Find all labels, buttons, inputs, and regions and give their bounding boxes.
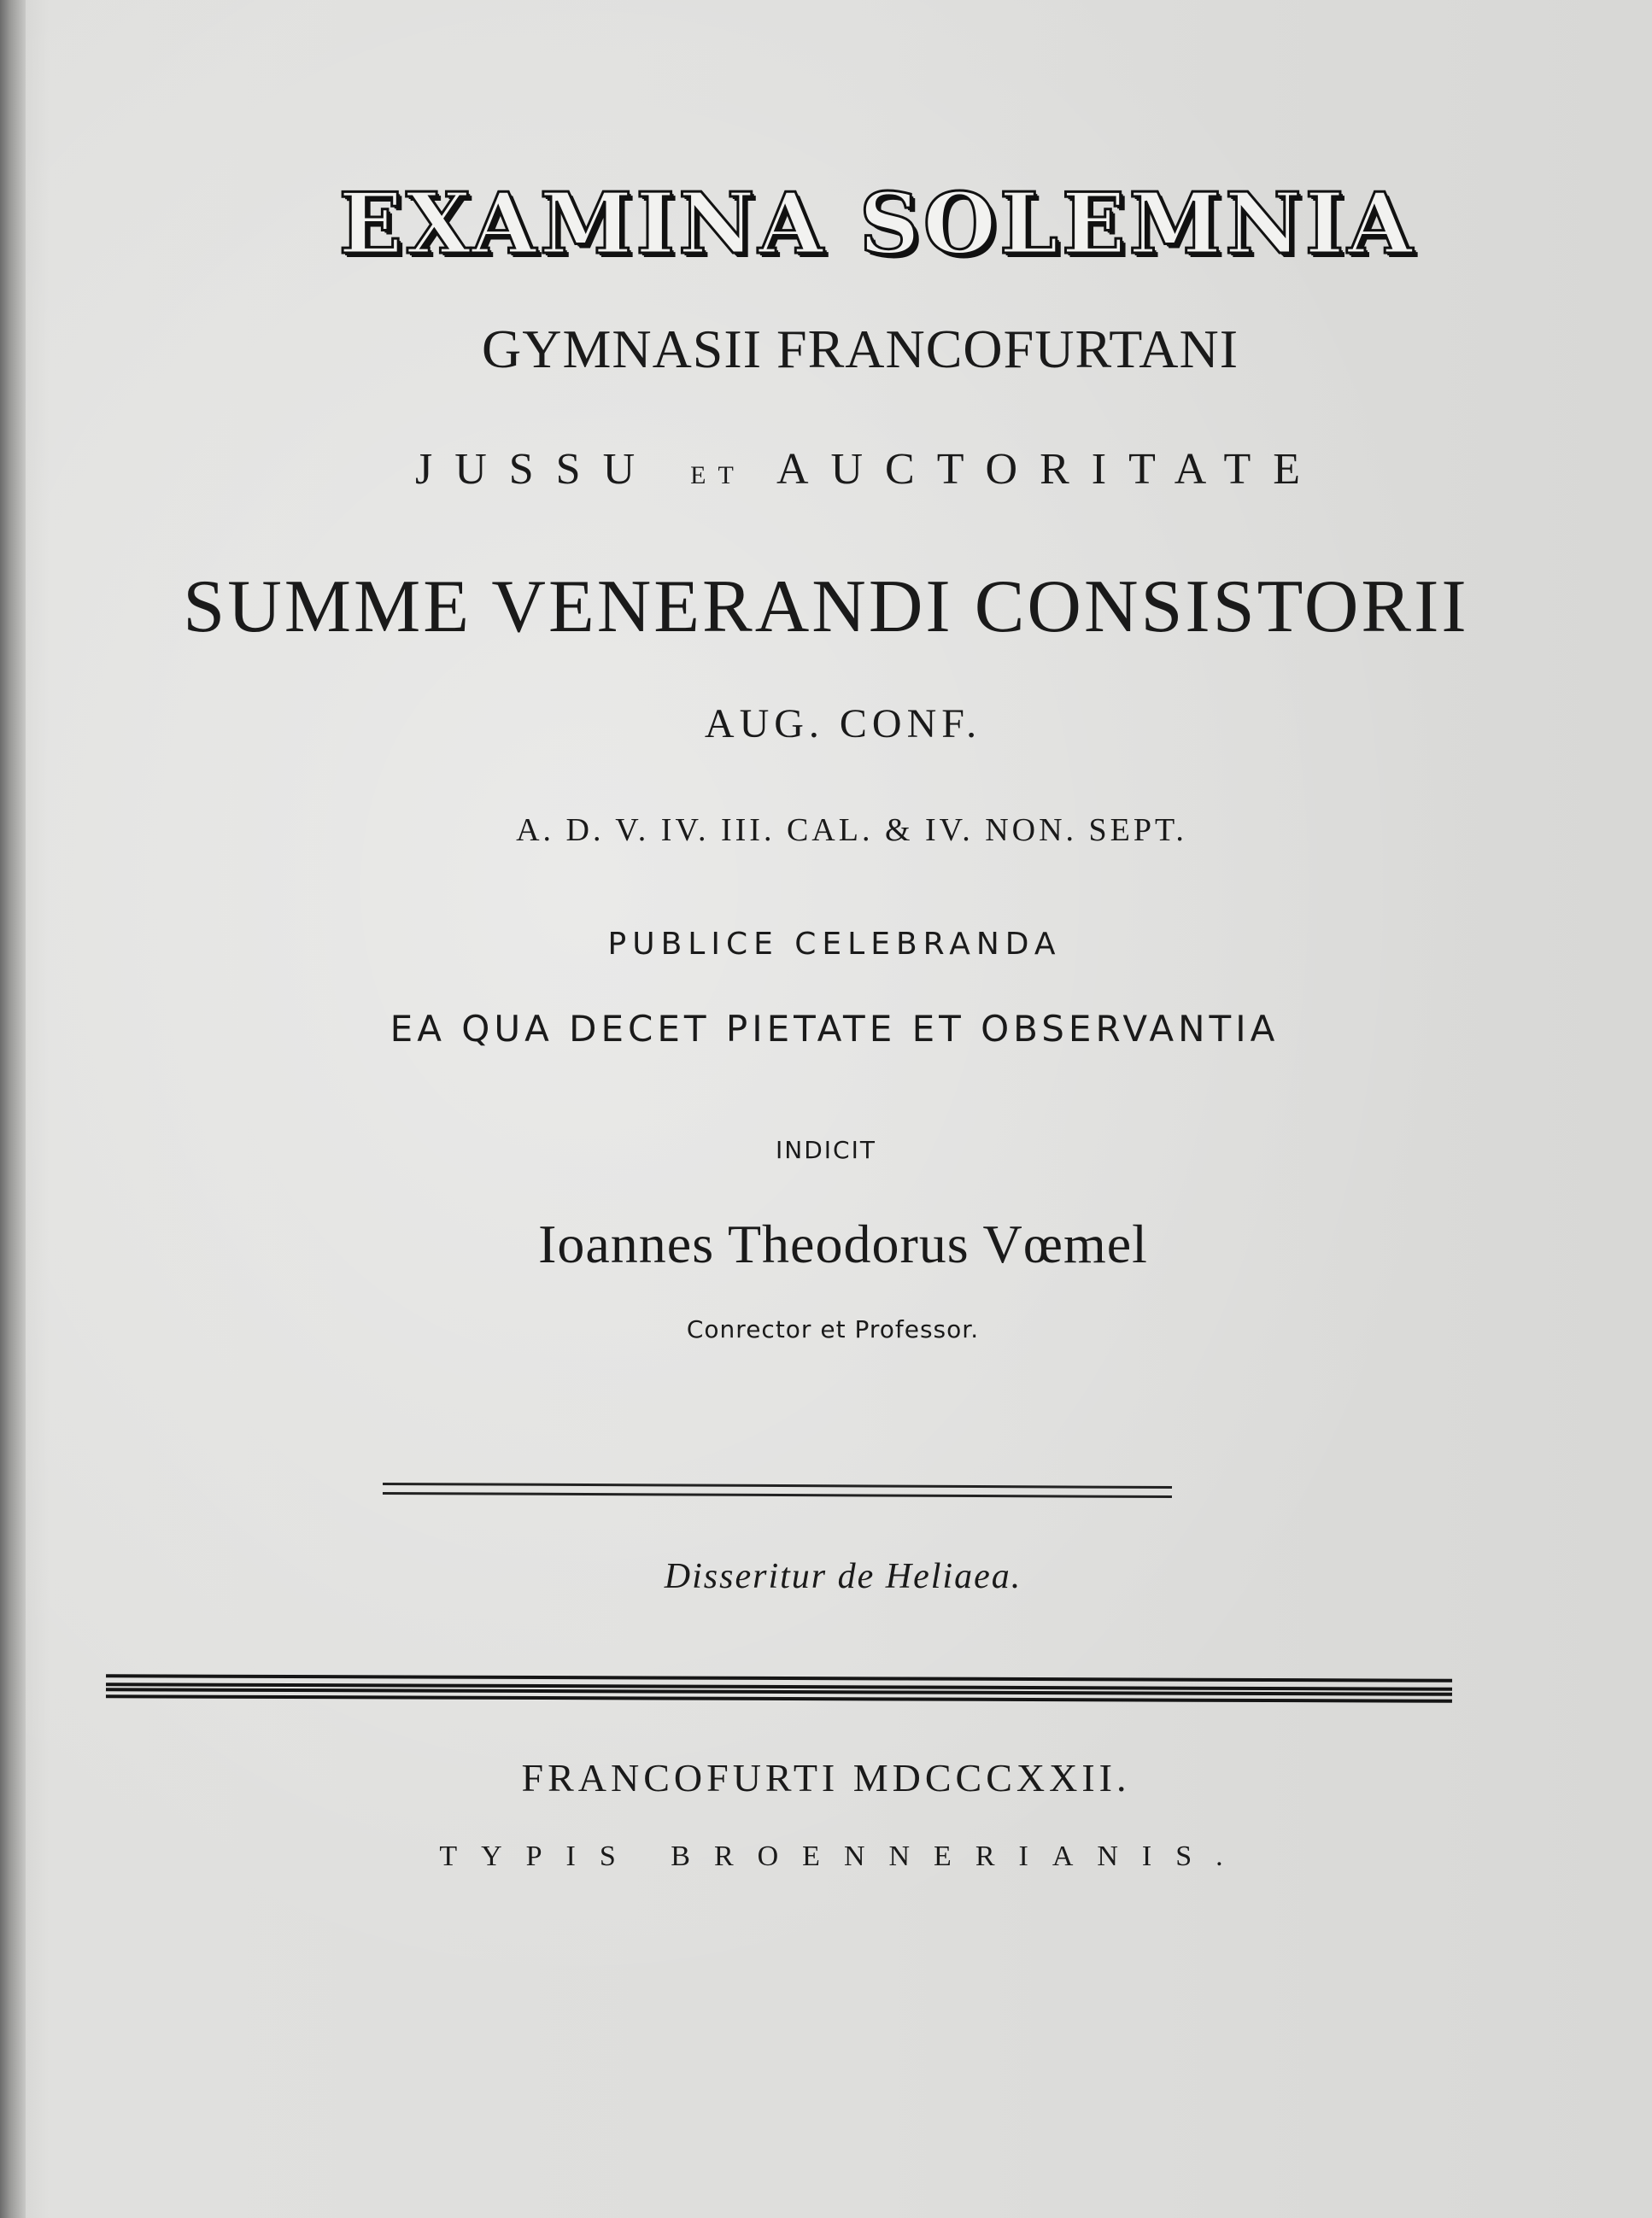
double-rule-divider bbox=[383, 1483, 1172, 1498]
author-name: Ioannes Theodorus Vœmel bbox=[538, 1214, 1148, 1274]
dissertation-title: Disseritur de Heliaea. bbox=[664, 1557, 1022, 1596]
dates-line: A. D. V. IV. III. CAL. & IV. NON. SEPT. bbox=[516, 812, 1187, 848]
main-title: EXAMINA SOLEMNIA bbox=[338, 175, 1416, 273]
indicit-line: INDICIT bbox=[776, 1136, 876, 1164]
thick-rule-divider bbox=[106, 1674, 1452, 1703]
observance-line: EA QUA DECET PIETATE ET OBSERVANTIA bbox=[390, 1008, 1280, 1050]
authority-line bbox=[0, 444, 1652, 495]
celebration-line: PUBLICE CELEBRANDA bbox=[607, 927, 1062, 962]
author-role: Conrector et Professor. bbox=[686, 1315, 980, 1343]
consistory-line: SUMME VENERANDI CONSISTORII bbox=[183, 565, 1469, 648]
authority-part2: AUCTORITATE bbox=[776, 445, 1323, 494]
confession-line: AUG. CONF. bbox=[704, 701, 982, 746]
authority-part1: JUSSU bbox=[414, 445, 658, 494]
authority-connector: ET bbox=[690, 461, 746, 489]
gymnasium-name: GYMNASII FRANCOFURTANI bbox=[482, 319, 1239, 379]
imprint-printer: TYPIS BROENNERIANIS. bbox=[439, 1841, 1247, 1872]
imprint-place-year: FRANCOFURTI MDCCCXXII. bbox=[521, 1756, 1131, 1800]
